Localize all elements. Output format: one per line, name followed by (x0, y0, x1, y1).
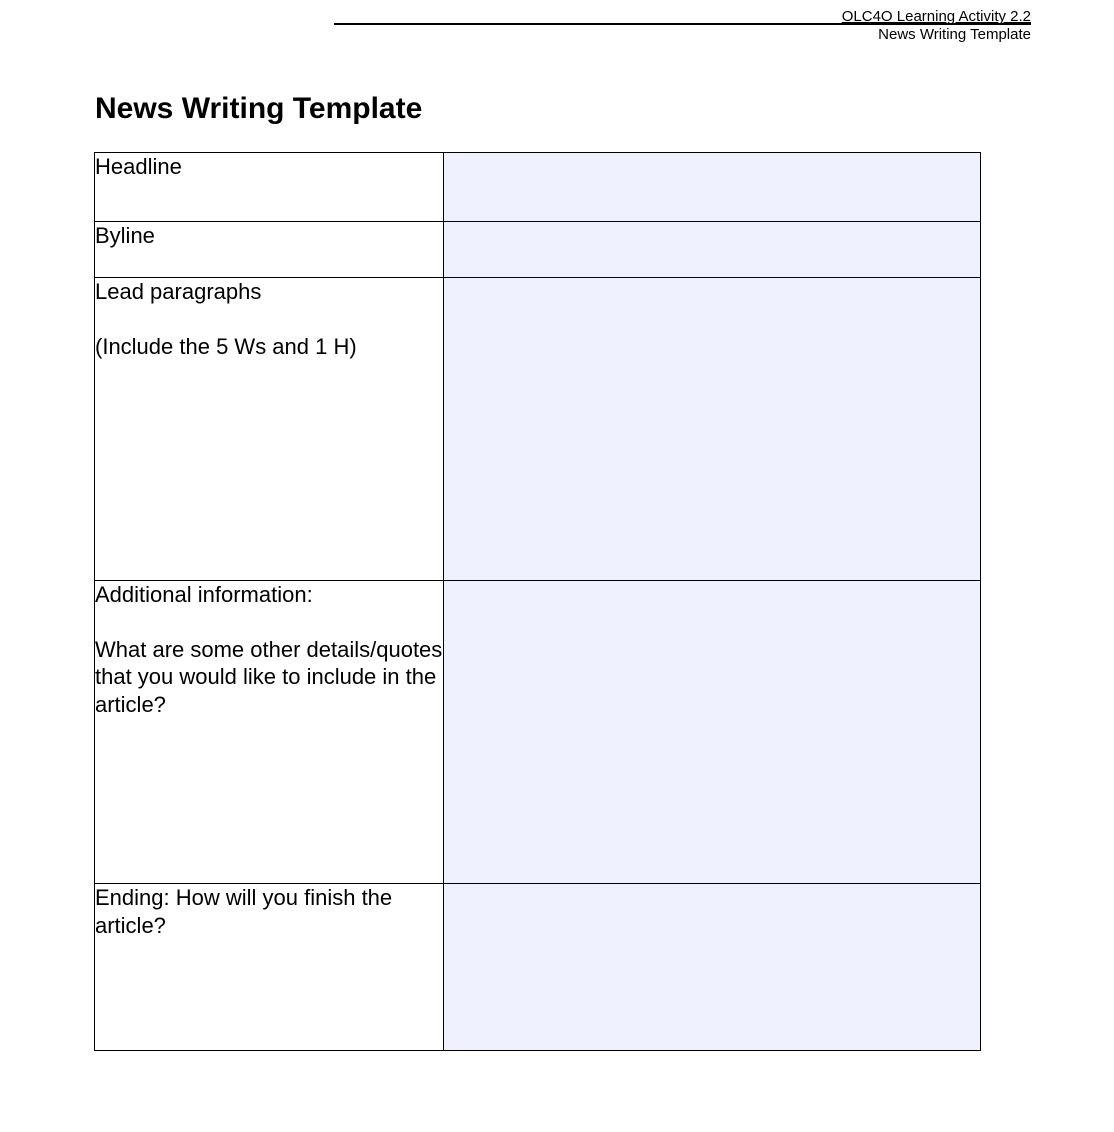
byline-answer-field[interactable] (444, 222, 981, 278)
header-subtitle-line: News Writing Template (878, 26, 1031, 43)
ending-label: Ending: How will you finish the article? (95, 885, 393, 938)
table-row-lead-paragraphs (95, 278, 981, 581)
lead-label-cell (95, 278, 444, 581)
lead-paragraphs-label: Lead paragraphs (95, 279, 262, 304)
byline-label-cell (95, 222, 444, 278)
table-row-headline (95, 153, 981, 222)
lead-paragraphs-note: (Include the 5 Ws and 1 H) (95, 333, 357, 359)
headline-label-cell (95, 153, 444, 222)
ending-answer-field[interactable] (444, 884, 981, 1051)
byline-label: Byline (95, 223, 155, 248)
headline-label: Headline (95, 154, 182, 179)
table-row-byline (95, 222, 981, 278)
additional-information-label: Additional information: (95, 582, 313, 607)
headline-answer-field[interactable] (444, 153, 981, 222)
ending-label-cell (95, 884, 444, 1051)
table-row-additional-information (95, 581, 981, 884)
page-title: News Writing Template (95, 92, 423, 125)
header-activity-line: OLC4O Learning Activity 2.2 (841, 8, 1031, 25)
page-header (842, 8, 1031, 44)
table-row-ending (95, 884, 981, 1051)
lead-paragraphs-answer-field[interactable] (444, 278, 981, 581)
additional-information-note: What are some other details/quotes that you would like to include in the article? (95, 636, 443, 717)
additional-information-answer-field[interactable] (444, 581, 981, 884)
additional-label-cell (95, 581, 444, 884)
news-writing-table (94, 152, 981, 1051)
